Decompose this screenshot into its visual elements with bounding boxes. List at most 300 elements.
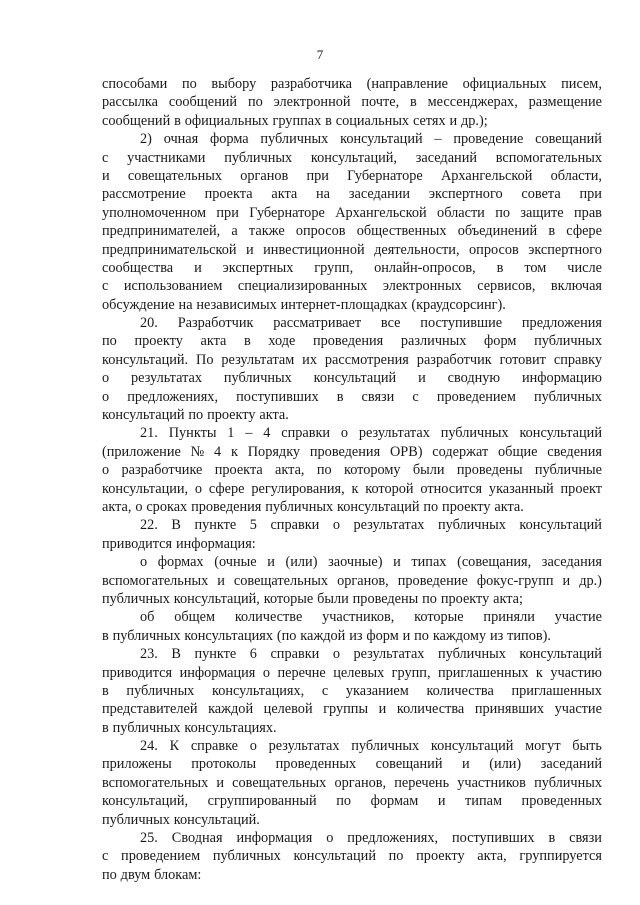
text-line <box>102 627 602 645</box>
word: участие <box>554 609 602 626</box>
text-line <box>102 112 602 130</box>
word: Архангельской <box>335 204 427 221</box>
word: предложениях, <box>347 830 439 847</box>
word: электронной <box>273 94 351 111</box>
word: сервисов, <box>477 278 536 295</box>
word: органов, <box>337 572 389 589</box>
word: предложения <box>521 315 602 332</box>
word: др.) <box>579 572 602 589</box>
text-line <box>102 535 602 553</box>
text-line <box>102 406 602 424</box>
text-line <box>102 516 602 534</box>
word: (или) <box>489 756 522 773</box>
word: проведены <box>456 462 523 479</box>
word: блокам: <box>154 866 202 883</box>
word: общем <box>174 609 216 626</box>
word: публичных <box>126 682 195 699</box>
word: которому <box>343 462 401 479</box>
word: из <box>349 627 363 644</box>
text-line <box>102 847 602 865</box>
word: консультаций <box>336 498 420 515</box>
word: предложениях, <box>127 388 219 405</box>
word: по <box>422 590 437 607</box>
word: о <box>135 498 143 515</box>
word: проведения <box>312 333 384 350</box>
word: консультаций <box>313 370 397 387</box>
text-line <box>102 75 602 93</box>
word: 21. <box>140 425 158 442</box>
word: совещательных <box>127 167 223 184</box>
word: и <box>378 701 387 718</box>
page-number: 7 <box>316 47 324 62</box>
word: каждому <box>432 627 487 644</box>
text-line <box>102 774 602 792</box>
word: предпринимателей, <box>102 223 221 240</box>
word: участников <box>457 774 526 791</box>
text-line <box>102 314 602 332</box>
word: проведения <box>309 443 381 460</box>
word: выбору <box>211 76 257 92</box>
text-line <box>102 296 602 314</box>
word: по <box>388 848 404 865</box>
word: справки <box>270 517 320 534</box>
word: приняли <box>483 609 535 626</box>
word: Сводная <box>171 830 223 847</box>
word: проведенных <box>521 793 602 810</box>
word: почте, <box>361 94 400 111</box>
word: публичных <box>212 848 281 865</box>
word: экспертного <box>428 186 503 203</box>
word: каждой <box>208 701 254 718</box>
word: экспертных <box>222 259 294 276</box>
word: типах <box>411 554 447 571</box>
word: В <box>171 646 181 663</box>
word: о <box>249 738 257 755</box>
word: деятельности, <box>374 241 460 258</box>
word: 2) <box>140 131 152 148</box>
word: консультаций <box>430 738 514 755</box>
word: при <box>579 186 602 203</box>
word: 23. <box>140 646 158 663</box>
word: – <box>245 425 253 442</box>
word: Губернаторе <box>347 167 423 184</box>
word: – <box>434 131 442 148</box>
word: консультаций <box>519 517 602 534</box>
word: акта <box>200 333 227 350</box>
word: Порядку <box>247 443 301 460</box>
word: совещаний <box>535 131 602 148</box>
word: акта; <box>493 590 523 607</box>
word: публичных <box>533 388 602 405</box>
word: проекту <box>134 333 183 350</box>
word: публичных <box>351 738 420 755</box>
word: информация <box>179 664 256 681</box>
word: публичных <box>534 333 602 350</box>
text-line <box>102 590 602 608</box>
word: по <box>495 204 511 221</box>
word: в <box>325 112 332 129</box>
word: готовит <box>499 351 546 368</box>
word: совещаний <box>375 756 443 773</box>
text-line <box>102 498 602 516</box>
word: с <box>102 848 109 865</box>
word: Пункты <box>168 425 217 442</box>
text-line <box>102 185 602 203</box>
word: в <box>102 627 109 644</box>
word: содержат <box>432 443 489 460</box>
word: консультаций <box>293 848 376 865</box>
word: (очные <box>214 554 257 571</box>
word: В <box>171 517 181 534</box>
word: защите <box>520 204 564 221</box>
word: сфере <box>208 480 245 497</box>
word: публичных <box>437 646 506 663</box>
word: указанный <box>488 480 554 497</box>
word: публичных <box>102 811 170 828</box>
word: с <box>321 682 329 699</box>
word: проведением <box>121 848 201 865</box>
word: консультации, <box>102 480 189 497</box>
word: по <box>247 94 263 111</box>
word: консультаций <box>102 407 185 424</box>
word: области <box>437 204 485 221</box>
word: совещательных <box>232 774 327 791</box>
text-line <box>102 222 602 240</box>
word: экспертного <box>528 241 602 258</box>
word: консультаций <box>519 425 602 442</box>
word: поступивших <box>451 830 535 847</box>
word: Губернаторе <box>249 204 325 221</box>
word: по <box>102 866 117 883</box>
word: и <box>418 370 426 387</box>
word: акта, <box>477 848 507 865</box>
word: и <box>449 112 458 129</box>
text-line <box>102 811 602 829</box>
word: и <box>102 167 110 184</box>
text-line <box>102 388 602 406</box>
word: 22. <box>140 517 158 534</box>
word: форма <box>210 131 249 148</box>
word: инвестиционной <box>263 241 365 258</box>
text-line <box>102 755 602 773</box>
word: с <box>102 149 109 166</box>
word: двум <box>120 866 151 883</box>
word: электронных <box>382 278 462 295</box>
word: о <box>332 646 340 663</box>
word: приложены <box>102 756 172 773</box>
word: заседания <box>541 554 602 571</box>
text-line <box>102 553 602 571</box>
word: с <box>412 388 419 405</box>
word: публичных <box>440 425 509 442</box>
word: проекта <box>204 186 253 203</box>
word: и <box>562 572 571 589</box>
word: разработчике <box>121 462 203 479</box>
word: консультаций. <box>173 811 260 828</box>
word: проекту <box>207 407 256 424</box>
word: интернет-площадках <box>280 296 408 313</box>
word: 1 <box>227 425 235 442</box>
word: 4 <box>214 443 222 460</box>
word: могут <box>525 738 561 755</box>
text-line <box>102 866 602 884</box>
word: проведенных <box>275 756 357 773</box>
word: перечне <box>277 664 326 681</box>
word: заседаний <box>540 756 602 773</box>
text-line <box>102 792 602 810</box>
text-line <box>102 461 602 479</box>
word: группы <box>323 701 369 718</box>
word: и <box>246 241 254 258</box>
word: ходе <box>268 333 296 350</box>
word: (направление <box>366 76 448 92</box>
word: типам <box>465 793 502 810</box>
word: акта, <box>275 462 305 479</box>
word: группируется <box>519 848 602 865</box>
word: (или) <box>285 554 318 571</box>
word: 6 <box>249 646 257 663</box>
word: сфере <box>566 223 602 240</box>
word: в <box>174 112 181 129</box>
word: при <box>306 167 329 184</box>
word: разработчика <box>270 76 352 92</box>
word: консультациях. <box>184 719 277 736</box>
word: связи <box>569 830 602 847</box>
word: сроках <box>146 498 188 515</box>
word: рассмотрения <box>324 351 409 368</box>
word: перечень <box>394 774 450 791</box>
word: (совещания, <box>457 554 532 571</box>
word: акта. <box>259 407 289 424</box>
word: заседаний <box>415 149 477 166</box>
word: связи <box>361 388 395 405</box>
word: вспомогательных <box>102 774 209 791</box>
word: результатах <box>268 738 340 755</box>
word: сетях <box>412 112 446 129</box>
word: сводную <box>447 370 501 387</box>
text-line <box>102 443 602 461</box>
word: пункте <box>194 646 237 663</box>
word: сообщений <box>102 112 171 129</box>
word: о <box>262 664 270 681</box>
word: регулирования, <box>251 480 345 497</box>
word: консультациях, <box>212 682 305 699</box>
text-line <box>102 204 602 222</box>
word: писем, <box>561 76 602 92</box>
word: публичных <box>534 774 602 791</box>
word: о <box>102 462 110 479</box>
word: также <box>248 223 285 240</box>
word: и <box>194 259 202 276</box>
word: акта <box>271 186 298 203</box>
text-line <box>102 829 602 847</box>
word: информация: <box>175 535 256 552</box>
word: групп, <box>314 259 354 276</box>
word: 4 <box>263 425 271 442</box>
word: мессенджерах, <box>427 94 518 111</box>
word: включая <box>550 278 602 295</box>
word: результатах <box>131 370 202 387</box>
word: о <box>140 554 148 571</box>
word: проект <box>560 480 602 497</box>
word: консультаций <box>519 646 602 663</box>
word: и <box>402 627 411 644</box>
word: консультациях <box>184 627 274 644</box>
word: 5 <box>249 517 257 534</box>
word: публичных <box>437 517 506 534</box>
word: справке <box>190 738 239 755</box>
word: пункте <box>194 517 237 534</box>
word: результатах <box>353 646 425 663</box>
word: форм <box>484 333 517 350</box>
word: рассмотрение <box>102 186 186 203</box>
word: о <box>326 830 334 847</box>
text-line <box>102 700 602 718</box>
word: по <box>181 76 197 92</box>
word: публичных <box>223 370 292 387</box>
word: объединений <box>457 223 538 240</box>
word: в <box>548 223 556 240</box>
word: из <box>489 627 504 644</box>
text-line <box>102 277 602 295</box>
word: приглашенных <box>437 664 529 681</box>
word: с <box>102 278 109 295</box>
word: проекту <box>442 498 491 515</box>
text-line <box>102 645 602 663</box>
word: по <box>188 407 204 424</box>
word: официальных <box>184 112 269 129</box>
word: которой <box>365 480 414 497</box>
word: № <box>190 443 205 460</box>
word: целевой <box>263 701 313 718</box>
word: Архангельской <box>440 167 533 184</box>
word: по <box>423 498 439 515</box>
word: целевых <box>333 664 385 681</box>
word: были <box>317 590 349 607</box>
word: их <box>302 351 317 368</box>
word: 24. <box>140 738 158 755</box>
word: информацию <box>521 370 602 387</box>
word: о <box>102 370 110 387</box>
word: консультаций, <box>310 149 397 166</box>
word: (приложение <box>102 443 181 460</box>
text-line <box>102 664 602 682</box>
word: поступившие <box>420 315 503 332</box>
text-line <box>102 259 602 277</box>
word: справки <box>281 425 331 442</box>
word: рассматривает <box>273 315 362 332</box>
word: участников, <box>322 609 395 626</box>
word: результатам <box>221 351 295 368</box>
word: в <box>548 830 556 847</box>
word: по <box>414 627 429 644</box>
word: по <box>102 333 117 350</box>
word: публичных <box>265 498 334 515</box>
text-line <box>102 332 602 350</box>
word: консультаций, <box>173 590 260 607</box>
word: к <box>351 480 359 497</box>
word: представителей <box>102 701 198 718</box>
word: общие <box>498 443 538 460</box>
word: консультаций, <box>102 793 189 810</box>
word: публичных <box>260 131 329 148</box>
word: справку <box>553 351 602 368</box>
word: рассылка <box>102 94 159 111</box>
word: и <box>216 774 225 791</box>
word: в <box>336 388 344 405</box>
word: социальных <box>335 112 410 129</box>
word: акта. <box>494 498 524 515</box>
word: специализированных <box>237 278 368 295</box>
word: указанием <box>345 682 409 699</box>
word: о <box>194 480 203 497</box>
word: публичных <box>112 719 181 736</box>
word: ОРВ) <box>389 443 423 460</box>
word: различных <box>400 333 467 350</box>
word: органов, <box>334 774 387 791</box>
word: обсуждение <box>102 296 175 313</box>
word: количества <box>396 701 465 718</box>
word: заседании <box>348 186 411 203</box>
word: предпринимательской <box>102 241 237 258</box>
word: сообщений <box>168 94 238 111</box>
word: об <box>140 609 155 626</box>
word: официальных <box>462 76 547 92</box>
word: публичных <box>112 627 181 644</box>
word: при <box>216 204 239 221</box>
word: принявших <box>474 701 545 718</box>
word: и <box>267 554 275 571</box>
word: публичных <box>102 590 170 607</box>
word: сгруппированный <box>207 793 317 810</box>
text-line <box>102 719 602 737</box>
word: области, <box>550 167 602 184</box>
word: которые <box>414 609 464 626</box>
word: количестве <box>234 609 303 626</box>
word: др.); <box>460 112 488 129</box>
word: на <box>178 296 193 313</box>
word: типов). <box>507 627 551 644</box>
word: были <box>412 462 445 479</box>
text-line <box>102 241 602 259</box>
word: том <box>524 259 547 276</box>
word: информация <box>236 830 313 847</box>
word: проведение <box>397 572 468 589</box>
word: в <box>102 682 109 699</box>
word: опросов <box>469 241 519 258</box>
word: вспомогательных <box>495 149 602 166</box>
word: консультаций. <box>102 351 189 368</box>
word: (по <box>276 627 297 644</box>
word: быть <box>572 738 602 755</box>
text-line <box>102 130 602 148</box>
word: способами <box>102 76 168 92</box>
word: и <box>437 793 446 810</box>
word: групп, <box>391 664 431 681</box>
word: форм <box>366 627 399 644</box>
word: справки <box>270 646 320 663</box>
word: приглашенных <box>511 682 602 699</box>
word: формам <box>370 793 419 810</box>
word: проекту <box>416 848 465 865</box>
word: в <box>244 333 251 350</box>
word: относится <box>420 480 483 497</box>
word: сведения <box>547 443 602 460</box>
word: все <box>380 315 401 332</box>
word: онлайн-опросов, <box>374 259 476 276</box>
document-body <box>102 75 602 884</box>
word: К <box>169 738 180 755</box>
